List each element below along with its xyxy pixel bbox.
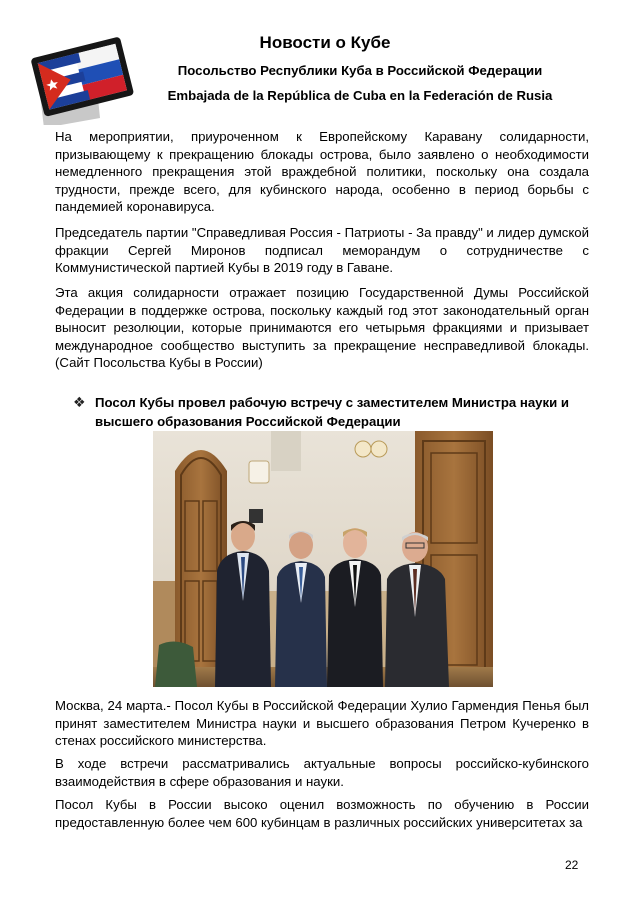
paragraph: В ходе встречи рассматривались актуальные вопросы российско-кубинского взаимодействия в сфере образования и науки. <box>55 756 589 789</box>
page-title: Новости о Кубе <box>259 33 391 52</box>
paragraph: Председатель партии "Справедливая Россия - Патриоты - За правду" и лидер думской фракции Сергей Миронов подписал меморандум о сотрудничестве с Коммунистической партией Кубы в 2019 году в Гаване. <box>55 225 589 275</box>
paragraph: На мероприятии, приуроченном к Европейскому Каравану солидарности, призывающему к прекращению блокады острова, было заявлено о необходимости немедленного прекращения этой враждебной политики, поскольку она создала трудности, прежде всего, для кубинского народа, особенно в период борьбы с пандемией коронавируса. <box>55 129 589 214</box>
paragraph: Посол Кубы в России высоко оценил возможность по обучению в России предоставленную более чем 600 кубинцам в различных российских университетах за <box>55 797 589 830</box>
bullet-icon: ❖ <box>73 394 86 410</box>
article-heading-text: Посол Кубы провел рабочую встречу с заместителем Министра науки и высшего образования Российской Федерации <box>95 395 569 429</box>
page-number: 22 <box>565 858 579 872</box>
cuba-russia-flag-logo <box>30 30 140 125</box>
paragraph: Эта акция солидарности отражает позицию Государственной Думы Российской Федерации в поддержке острова, поскольку каждый год этот законодательный орган выносит резолюции, которые принимаются его четырьмя фракциями и призывает международное сообщество выступить за прекращение несправедливой блокады. (Сайт Посольства Кубы в России) <box>55 285 589 370</box>
embassy-name-ru: Посольство Республики Куба в Российской Федерации <box>177 63 543 78</box>
article-heading <box>73 393 589 431</box>
paragraph: Москва, 24 марта.- Посол Кубы в Российской Федерации Хулио Гармендия Пенья был принят заместителем Министра науки и высшего образования Петром Кучеренко в стенах российского министерства. <box>55 698 589 748</box>
embassy-name-es: Embajada de la República de Cuba en la Federación de Rusia <box>167 88 553 103</box>
meeting-photo <box>153 431 493 687</box>
